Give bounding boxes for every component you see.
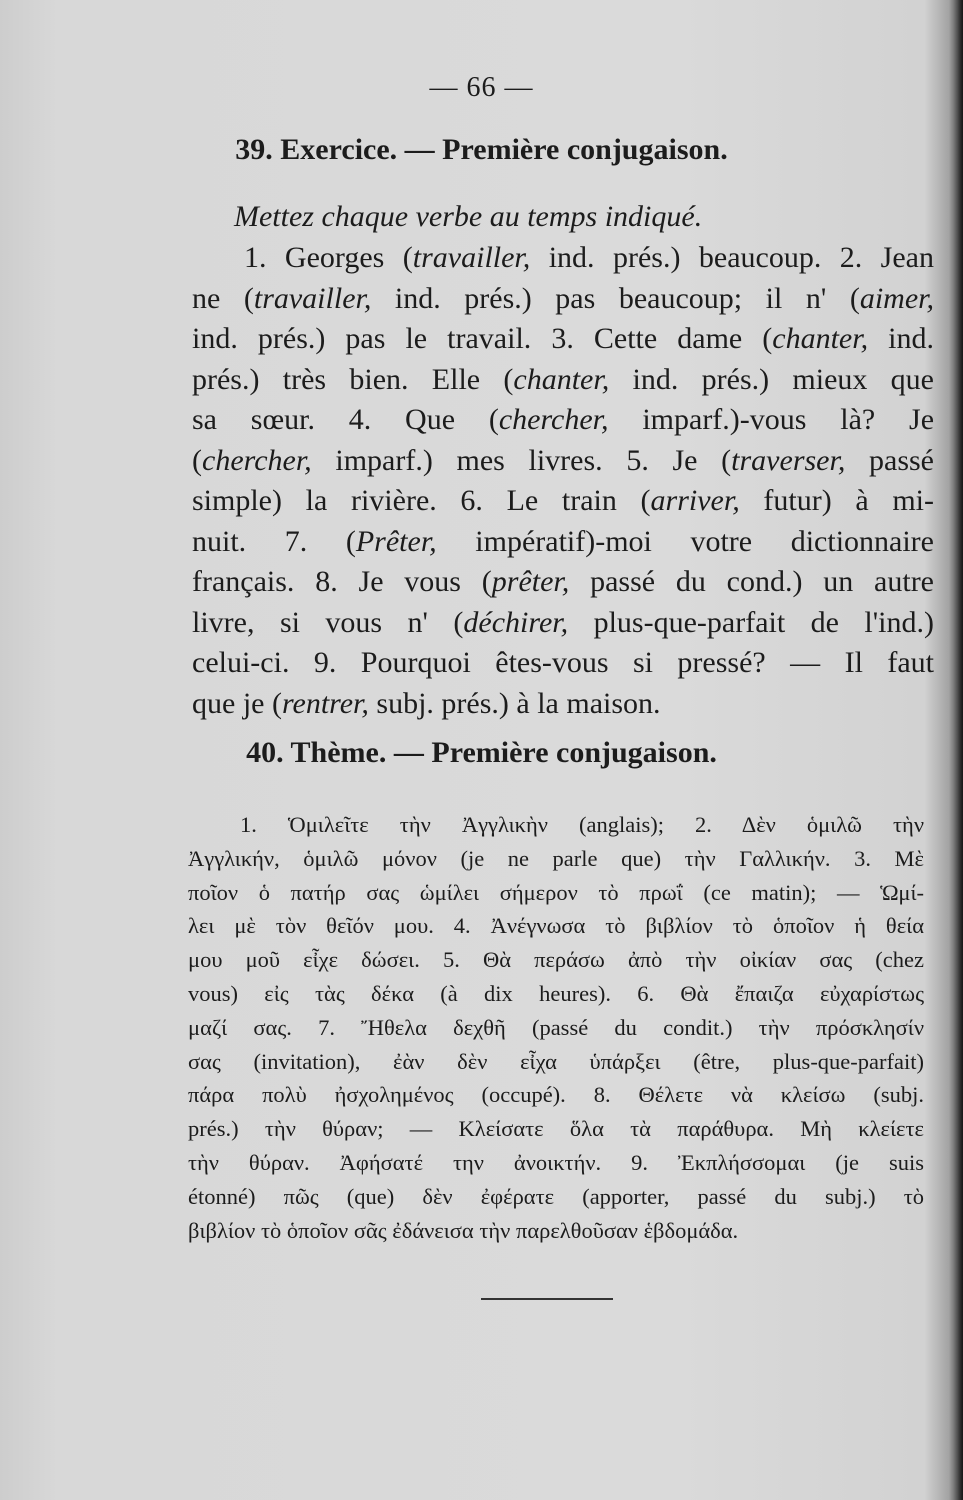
exercise-line — [192, 400, 934, 441]
italic-verb: arriver, — [650, 484, 740, 517]
italic-verb: rentrer, — [281, 686, 369, 720]
exercise-line — [192, 238, 934, 279]
exercise-heading: 39. Exercice. — Première conjugaison. — [235, 133, 728, 166]
theme-line: πάρα πολὺ ἠσχολημένος (occupé). 8. Θέλετε νὰ κλείσω (subj. — [188, 1082, 924, 1108]
exercise-text — [192, 238, 934, 724]
text-run: ne ( — [192, 281, 254, 315]
text-run: prés.) très bien. Elle ( — [192, 362, 514, 396]
exercise-line — [192, 562, 934, 603]
italic-verb: déchirer, — [463, 605, 569, 639]
exercise-line — [192, 643, 934, 684]
text-run: que je ( — [192, 686, 282, 720]
theme-line: prés.) τὴν θύραν; — Κλείσατε ὅλα τὰ παράθυρα. Μὴ κλείετε — [188, 1116, 924, 1142]
text-run: ind. prés.) pas beaucoup; il n' ( — [371, 281, 860, 315]
text-run: passé — [845, 443, 934, 477]
text-run: ( — [192, 443, 202, 477]
exercise-line — [192, 319, 934, 360]
italic-verb: prêter, — [491, 565, 570, 598]
exercise-line — [192, 522, 934, 563]
page-number: — 66 — — [429, 72, 534, 103]
exercise-line — [192, 684, 934, 725]
text-run: simple) la rivière. 6. Le train ( — [192, 484, 651, 517]
italic-verb: travailler, — [412, 241, 531, 274]
text-run: imparf.)-vous là? Je — [608, 403, 935, 436]
theme-line: ποῖον ὁ πατήρ σας ὡμίλει σήμερον τὸ πρωΐ (ce matin); — Ὡμί- — [188, 879, 924, 905]
text-run: plus-que-parfait de l'ind.) — [568, 605, 934, 639]
theme-line: 1. Ὁμιλεῖτε τὴν Ἀγγλικὴν (anglais); 2. Δὲν ὁμιλῶ τὴν — [240, 812, 924, 837]
theme-line: μου μοῦ εἶχε δώσει. 5. Θὰ περάσω ἀπὸ τὴν οἰκίαν σας (chez — [188, 947, 924, 973]
text-run: ind. prés.) pas le travail. 3. Cette dame ( — [192, 322, 773, 355]
exercise-line — [192, 481, 934, 522]
italic-verb: chanter, — [772, 322, 869, 355]
text-run: imparf.) mes livres. 5. Je ( — [311, 443, 732, 477]
text-run: ind. — [868, 322, 934, 355]
text-run: celui-ci. 9. Pourquoi êtes-vous si pressé? — Il faut — [192, 646, 934, 679]
text-run: français. 8. Je vous ( — [192, 565, 492, 598]
exercise-line — [192, 360, 934, 401]
italic-verb: traverser, — [731, 443, 846, 477]
italic-verb: aimer, — [859, 281, 934, 315]
theme-line: τὴν θύραν. Ἀφήσατέ την ἀνοικτήν. 9. Ἐκπλήσσομαι (je suis — [188, 1149, 924, 1175]
theme-line: μαζί σας. 7. Ἤθελα δεχθῆ (passé du condit.) τὴν πρόσκλησίν — [188, 1014, 924, 1040]
end-rule — [481, 1298, 613, 1300]
italic-verb: travailler, — [253, 281, 372, 315]
text-run: passé du cond.) un autre — [569, 565, 934, 598]
exercise-line — [192, 441, 934, 482]
exercise-line — [192, 279, 934, 320]
theme-line: λει μὲ τὸν θεῖόν μου. 4. Ἀνέγνωσα τὸ βιβλίον τὸ ὁποῖον ἡ θεία — [188, 913, 924, 939]
exercise-line — [192, 603, 934, 644]
text-run: sa sœur. 4. Que ( — [192, 403, 499, 436]
theme-text — [188, 808, 924, 1247]
theme-line: βιβλίον τὸ ὁποῖον σᾶς ἐδάνεισα τὴν παρελθοῦσαν ἑβδομάδα. — [188, 1217, 739, 1243]
exercise-instruction: Mettez chaque verbe au temps indiqué. — [234, 200, 703, 233]
text-run: ind. prés.) mieux que — [609, 362, 934, 396]
theme-line: vous) εἰς τὰς δέκα (à dix heures). 6. Θὰ ἔπαιζα εὐχαρίστως — [188, 980, 924, 1006]
italic-verb: chanter, — [513, 362, 610, 396]
text-run: nuit. 7. ( — [192, 524, 356, 558]
theme-heading: 40. Thème. — Première conjugaison. — [246, 736, 717, 769]
text-run: 1. Georges ( — [244, 241, 413, 274]
text-run: livre, si vous n' ( — [192, 605, 464, 639]
text-run: ind. prés.) beaucoup. 2. Jean — [530, 241, 934, 274]
text-run: impératif)-moi votre dictionnaire — [436, 524, 934, 558]
text-run: subj. prés.) à la maison. — [368, 686, 661, 720]
italic-verb: chercher, — [498, 403, 609, 436]
text-run: futur) à mi- — [739, 484, 935, 517]
italic-verb: Prêter, — [355, 524, 437, 558]
italic-verb: chercher, — [202, 443, 312, 477]
theme-line: étonné) πῶς (que) δὲν ἐφέρατε (apporter, passé du subj.) τὸ — [188, 1183, 924, 1209]
theme-line: σας (invitation), ἐὰν δὲν εἶχα ὑπάρξει (être, plus-que-parfait) — [188, 1048, 924, 1074]
theme-line: Ἀγγλικήν, ὁμιλῶ μόνον (je ne parle que) τὴν Γαλλικήν. 3. Μὲ — [188, 845, 924, 871]
